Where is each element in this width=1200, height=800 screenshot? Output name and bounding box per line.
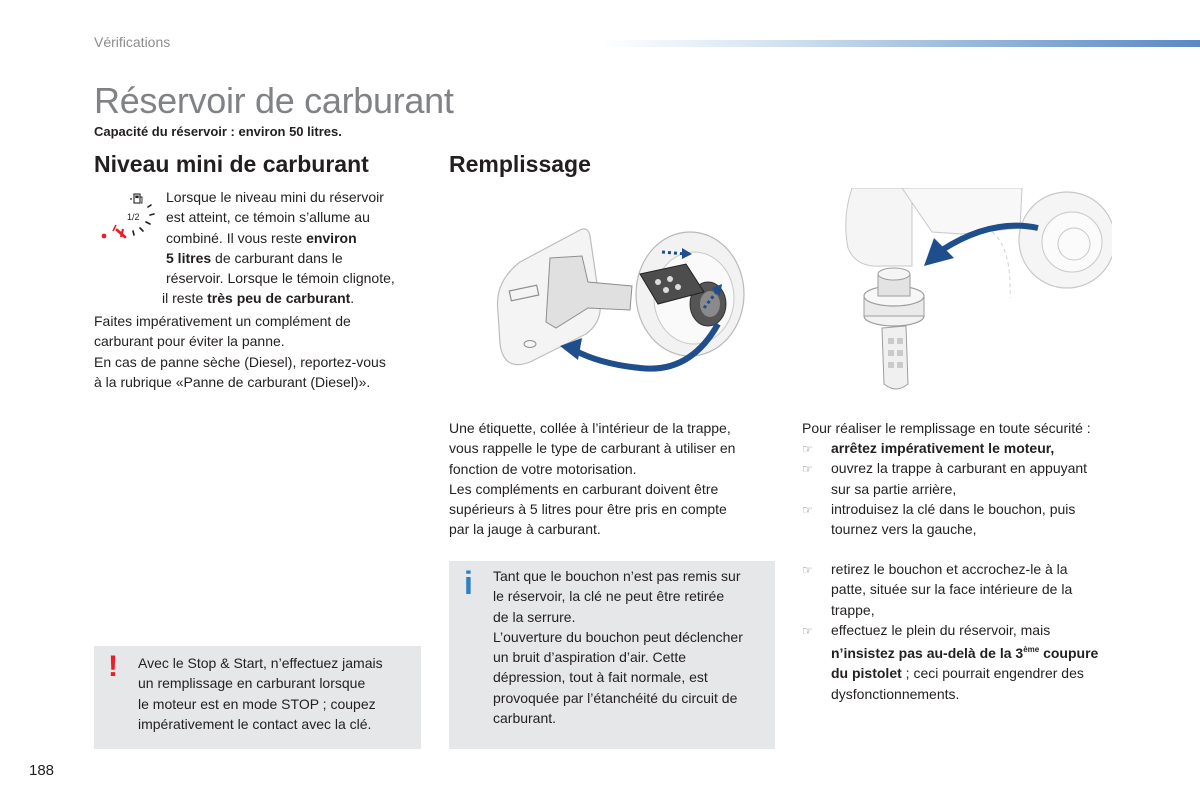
safety-intro: Pour réaliser le remplissage en toute sécurité :	[802, 420, 1091, 436]
emphasis	[831, 645, 1098, 661]
text-span: de carburant dans le	[211, 249, 343, 266]
list-item	[802, 499, 1142, 540]
gauge-half-label: 1/2	[127, 212, 140, 222]
hand-pointer-icon: ☞	[802, 502, 813, 517]
text-span: ouvrez la trappe à carburant en appuyant	[831, 460, 1088, 477]
emphasis: très peu de carburant	[207, 290, 351, 307]
tank-capacity: Capacité du réservoir : environ 50 litres.	[94, 124, 342, 139]
text-span: trappe,	[831, 601, 875, 618]
text-line: le réservoir, la clé ne peut être retirée	[493, 588, 725, 605]
emphasis: 5 litres	[166, 249, 212, 266]
text-line: réservoir. Lorsque le témoin clignote,	[166, 270, 395, 287]
text-line: par la jauge à carburant.	[449, 521, 601, 538]
text-span: tournez vers la gauche,	[831, 521, 977, 538]
text-span: dysfonctionnements.	[831, 685, 960, 702]
info-icon: i	[464, 565, 473, 601]
text-line: provoquée par l’étanchéité du circuit de	[493, 689, 738, 706]
low-fuel-description	[162, 187, 416, 309]
text-line: L’ouverture du bouchon peut déclencher	[493, 628, 743, 645]
hand-pointer-icon: ☞	[802, 442, 813, 456]
text-line: Faites impérativement un complément de	[94, 313, 351, 329]
info-text	[493, 566, 773, 728]
text-span: sur sa partie arrière,	[831, 480, 957, 497]
warning-box	[94, 646, 421, 749]
superscript: ème	[1023, 645, 1040, 655]
low-fuel-advice	[94, 311, 424, 392]
text-line: à la rubrique «Panne de carburant (Diesel)».	[94, 373, 371, 390]
list-item	[802, 438, 1142, 458]
fuel-flap-illustration	[490, 212, 750, 390]
heading-low-fuel: Niveau mini de carburant	[94, 151, 369, 177]
text-line: de la serrure.	[493, 608, 576, 625]
refuel-steps-list-continued	[802, 559, 1142, 704]
text-line: impérativement le contact avec la clé.	[138, 715, 372, 732]
text-line: le moteur est en mode STOP ; coupez	[138, 695, 376, 712]
text-line	[166, 248, 416, 268]
text-span: coupure	[1039, 645, 1099, 662]
emphasis: arrêtez impérativement le moteur,	[831, 440, 1055, 456]
text-line: Lorsque le niveau mini du réservoir	[166, 189, 384, 205]
text-line: est atteint, ce témoin s’allume au	[166, 209, 370, 226]
emphasis: du pistolet	[831, 665, 902, 682]
text-span: effectuez le plein du réservoir, mais	[831, 621, 1051, 638]
hand-pointer-icon: ☞	[802, 623, 813, 638]
text-line: un remplissage en carburant lorsque	[138, 675, 366, 692]
text-line: carburant pour éviter la panne.	[94, 333, 285, 350]
text-span: combiné. Il vous reste	[166, 229, 307, 246]
text-line: vous rappelle le type de carburant à utiliser en	[449, 440, 736, 457]
text-span: ; ceci pourrait engendrer des	[901, 665, 1084, 682]
text-line: Une étiquette, collée à l’intérieur de la trappe,	[449, 420, 731, 436]
fuel-gauge-icon	[90, 186, 162, 248]
fuel-pump-icon	[130, 194, 142, 203]
list-item	[802, 559, 1142, 620]
refuel-steps-list	[802, 438, 1142, 539]
text-line: Tant que le bouchon n’est pas remis sur	[493, 568, 741, 584]
fuel-label-paragraph	[449, 418, 779, 540]
info-box	[449, 561, 775, 749]
text-span: n’insistez pas au-delà de la 3	[831, 645, 1024, 662]
text-span: introduisez la clé dans le bouchon, puis	[831, 500, 1076, 517]
text-line: un bruit d’aspiration d’air. Cette	[493, 649, 686, 666]
text-line: carburant.	[493, 710, 557, 727]
text-line: Les compléments en carburant doivent être	[449, 480, 719, 497]
fuel-cap-illustration	[842, 188, 1112, 400]
text-line: fonction de votre motorisation.	[449, 460, 637, 477]
section-label: Vérifications	[94, 34, 171, 50]
text-line: Avec le Stop & Start, n’effectuez jamais	[138, 655, 383, 671]
header-gradient-bar	[600, 40, 1200, 47]
text-span: il reste	[162, 290, 208, 307]
warning-icon: !	[108, 650, 118, 683]
text-line: dépression, tout à fait normale, est	[493, 669, 708, 686]
text-line: En cas de panne sèche (Diesel), reportez-vous	[94, 353, 386, 370]
hand-pointer-icon: ☞	[802, 563, 813, 577]
text-span: .	[350, 290, 355, 307]
list-item	[802, 458, 1142, 499]
hand-pointer-icon: ☞	[802, 462, 813, 477]
text-span: patte, située sur la face intérieure de la	[831, 581, 1073, 598]
text-span: retirez le bouchon et accrochez-le à la	[831, 561, 1068, 577]
text-line	[162, 288, 416, 308]
page-title: Réservoir de carburant	[94, 80, 454, 121]
warning-text	[138, 653, 418, 734]
list-item	[802, 620, 1142, 704]
emphasis: environ	[306, 229, 357, 246]
page-number: 188	[29, 762, 55, 779]
text-line: supérieurs à 5 litres pour être pris en compte	[449, 501, 727, 518]
text-line	[166, 228, 416, 248]
heading-refuelling: Remplissage	[449, 151, 591, 177]
